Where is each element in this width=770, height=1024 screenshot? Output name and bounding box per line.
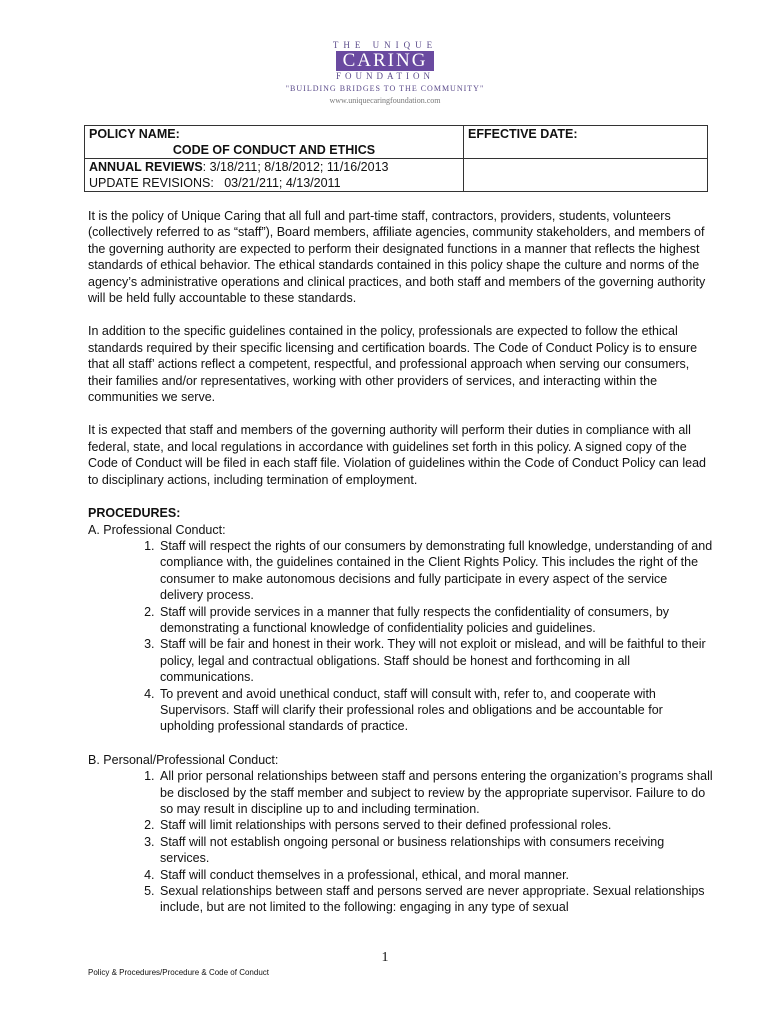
policy-header-table xyxy=(84,125,708,192)
list-item: 3. Staff will be fair and honest in their work. They will not exploit or mislead, and will be faithful to their policy, legal and contractual obligations. Staff should be honest and forthcoming in all communications. xyxy=(158,636,713,685)
list-item: 4. Staff will conduct themselves in a professional, ethical, and moral manner. xyxy=(158,867,713,883)
foundation-logo xyxy=(0,40,770,108)
policy-body xyxy=(88,208,713,916)
section-a-list xyxy=(88,538,713,735)
section-b-title: B. Personal/Professional Conduct: xyxy=(88,752,279,767)
paragraph-2: In addition to the specific guidelines contained in the policy, professionals are expected to follow the ethical standards required by their specific licensing and certification boards. The Code of Conduct Policy is to ensure that all staff’ actions reflect a competent, respectful, and professional approach when serving our consumers, their families and/or representatives, working with other providers of services, and interacting within the communities we serve. xyxy=(88,324,698,405)
list-item: 2. Staff will limit relationships with persons served to their defined professional roles. xyxy=(158,817,713,833)
list-item: 3. Staff will not establish ongoing personal or business relationships with consumers receiving services. xyxy=(158,834,713,867)
logo-url: www.uniquecaringfoundation.com xyxy=(329,96,441,105)
procedures-heading: PROCEDURES: xyxy=(88,506,181,521)
logo-tagline: "BUILDING BRIDGES TO THE COMMUNITY" xyxy=(285,84,485,93)
list-item: 5. Sexual relationships between staff and persons served are never appropriate. Sexual relationships include, but are not limited to the following: engaging in any type of sexual xyxy=(158,883,713,916)
section-a-title: A. Professional Conduct: xyxy=(88,522,226,537)
section-b-list xyxy=(88,768,713,916)
policy-name-label: POLICY NAME: xyxy=(89,127,180,141)
annual-reviews-dates: : 3/18/211; 8/18/2012; 11/16/2013 xyxy=(202,160,389,174)
page-number: 1 xyxy=(381,950,389,965)
list-item: 1. Staff will respect the rights of our consumers by demonstrating full knowledge, understanding of and compliance with, the guidelines contained in the Client Rights Policy. This includes the right of the consumer to make autonomous decisions and fully participate in every aspect of the service delivery process. xyxy=(158,538,713,604)
update-revisions-dates: 03/21/211; 4/13/2011 xyxy=(224,176,341,190)
paragraph-1: It is the policy of Unique Caring that all full and part-time staff, contractors, providers, students, volunteers (collectively referred to as “staff”), Board members, affiliate agencies, community stakeholders, and members of the governing authority are expected to perform their designated functions in a manner that reflects the highest standards of ethical behavior. The ethical standards contained in this policy shape the culture and norms of the agency’s administrative operations and clinical practices, and both staff and members of the governing authority will be held fully accountable to these standards. xyxy=(88,209,706,306)
list-item: 4. To prevent and avoid unethical conduct, staff will consult with, refer to, and cooperate with Supervisors. Staff will clarify their professional roles and obligations and be accountable for upholding professional standards of practice. xyxy=(158,686,713,735)
policy-name-cell xyxy=(85,126,464,159)
effective-date-cell xyxy=(464,126,708,192)
list-item: 2. Staff will provide services in a manner that fully respects the confidentiality of consumers, by demonstrating a functional knowledge of confidentiality policies and guidelines. xyxy=(158,604,713,637)
effective-date-label: EFFECTIVE DATE: xyxy=(468,127,578,141)
logo-line-the-unique: THE UNIQUE xyxy=(332,40,438,50)
logo-line-foundation: FOUNDATION xyxy=(336,71,434,81)
list-item: 1. All prior personal relationships between staff and persons entering the organization’s programs shall be disclosed by the staff member and subject to review by the appropriate supervisor. Failure to do so may result in discipline up to and including termination. xyxy=(158,768,713,817)
review-cell xyxy=(85,159,464,192)
update-revisions-label: UPDATE REVISIONS: xyxy=(89,176,214,190)
paragraph-3: It is expected that staff and members of the governing authority will perform their duties in compliance with all federal, state, and local regulations in accordance with guidelines set forth in this policy. A signed copy of the Code of Conduct will be filed in each staff file. Violation of guidelines within the Code of Conduct Policy can lead to disciplinary actions, including termination of employment. xyxy=(88,423,706,487)
policy-name: CODE OF CONDUCT AND ETHICS xyxy=(172,143,376,157)
logo-brand-caring: CARING xyxy=(336,51,435,71)
annual-reviews-label: ANNUAL REVIEWS xyxy=(89,160,203,174)
page-footer: Policy & Procedures/Procedure & Code of Conduct xyxy=(88,968,269,977)
